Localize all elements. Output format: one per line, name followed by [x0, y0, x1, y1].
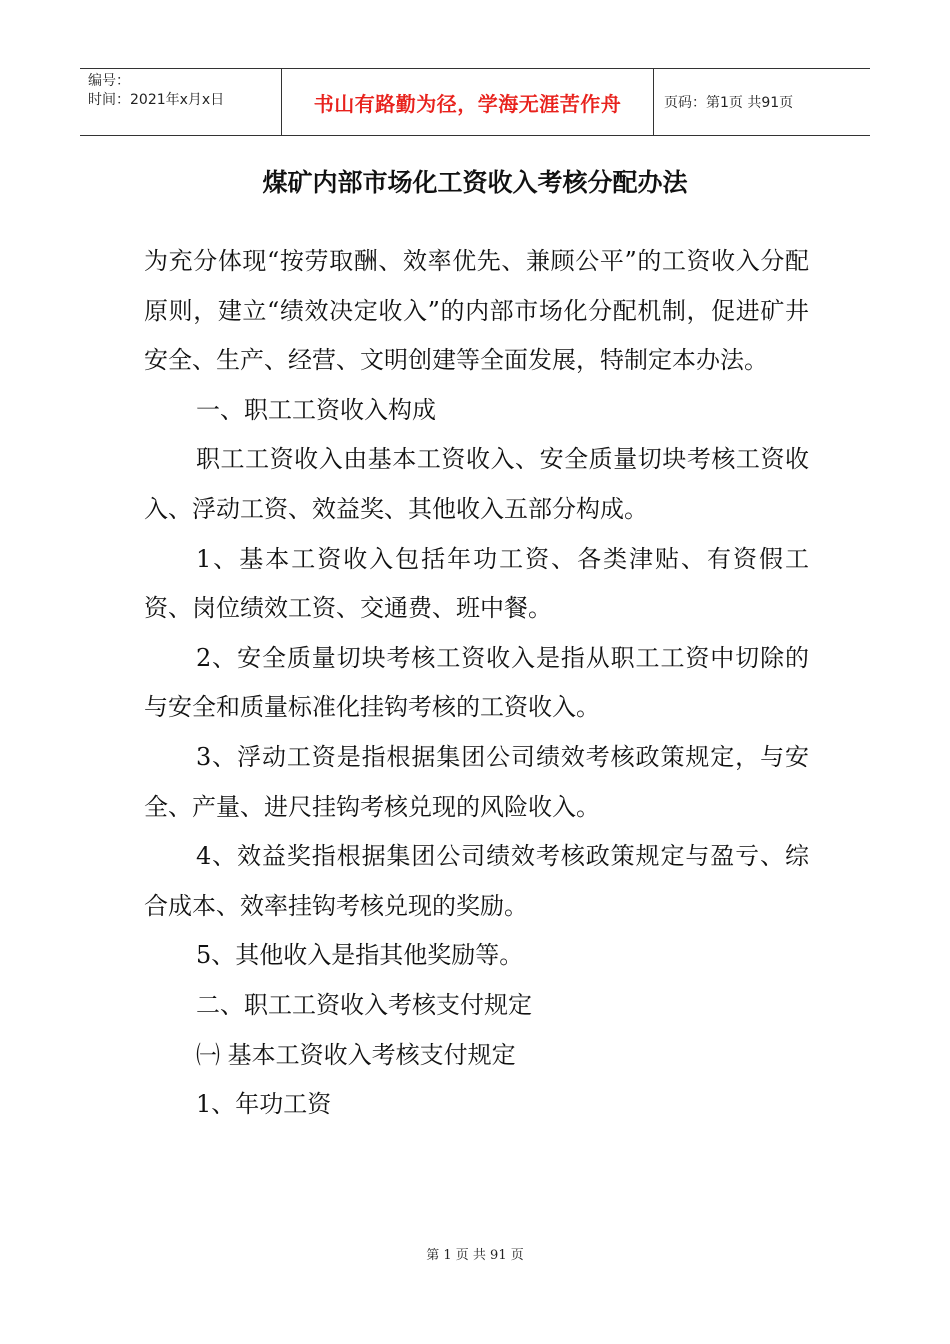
header-page-info: 页码：第1页 共91页: [664, 95, 794, 111]
subsection-heading: ㈠ 基本工资收入考核支付规定: [196, 1040, 516, 1069]
section-heading: 一、职工工资收入构成: [196, 395, 436, 424]
document-time-label: 时间：2021年x月x日: [88, 92, 225, 108]
header-motto: 书山有路勤为径，学海无涯苦作舟: [282, 69, 654, 135]
paragraph-intro: 为充分体现“按劳取酬、效率优先、兼顾公平”的工资收入分配原则，建立“绩效决定收入”的内部市场化分配机制，促进矿井安全、生产、经营、文明创建等全面发展，特制定本办法。: [144, 247, 809, 375]
paragraph: 1、基本工资收入包括年功工资、各类津贴、有资假工资、岗位绩效工资、交通费、班中餐。: [144, 544, 809, 623]
paragraph: 4、效益奖指根据集团公司绩效考核政策规定与盈亏、综合成本、效率挂钩考核兑现的奖励。: [144, 842, 809, 920]
document-header: [80, 68, 870, 136]
header-meta: [80, 69, 282, 135]
document-number-label: 编号：: [88, 73, 130, 89]
paragraph: 2、安全质量切块考核工资收入是指从职工工资中切除的与安全和质量标准化挂钩考核的工资收入。: [144, 643, 809, 722]
document-title: 煤矿内部市场化工资收入考核分配办法: [262, 168, 688, 197]
paragraph: 3、浮动工资是指根据集团公司绩效考核政策规定，与安全、产量、进尺挂钩考核兑现的风险收入。: [144, 742, 809, 821]
document-body: [144, 237, 809, 1130]
item-heading: 1、年功工资: [196, 1090, 332, 1119]
section-heading: 二、职工工资收入考核支付规定: [196, 990, 532, 1019]
paragraph: 职工工资收入由基本工资收入、安全质量切块考核工资收入、浮动工资、效益奖、其他收入五部分构成。: [144, 445, 809, 523]
paragraph: 5、其他收入是指其他奖励等。: [196, 941, 524, 970]
page-footer: 第 1 页 共 91 页: [426, 1248, 524, 1263]
